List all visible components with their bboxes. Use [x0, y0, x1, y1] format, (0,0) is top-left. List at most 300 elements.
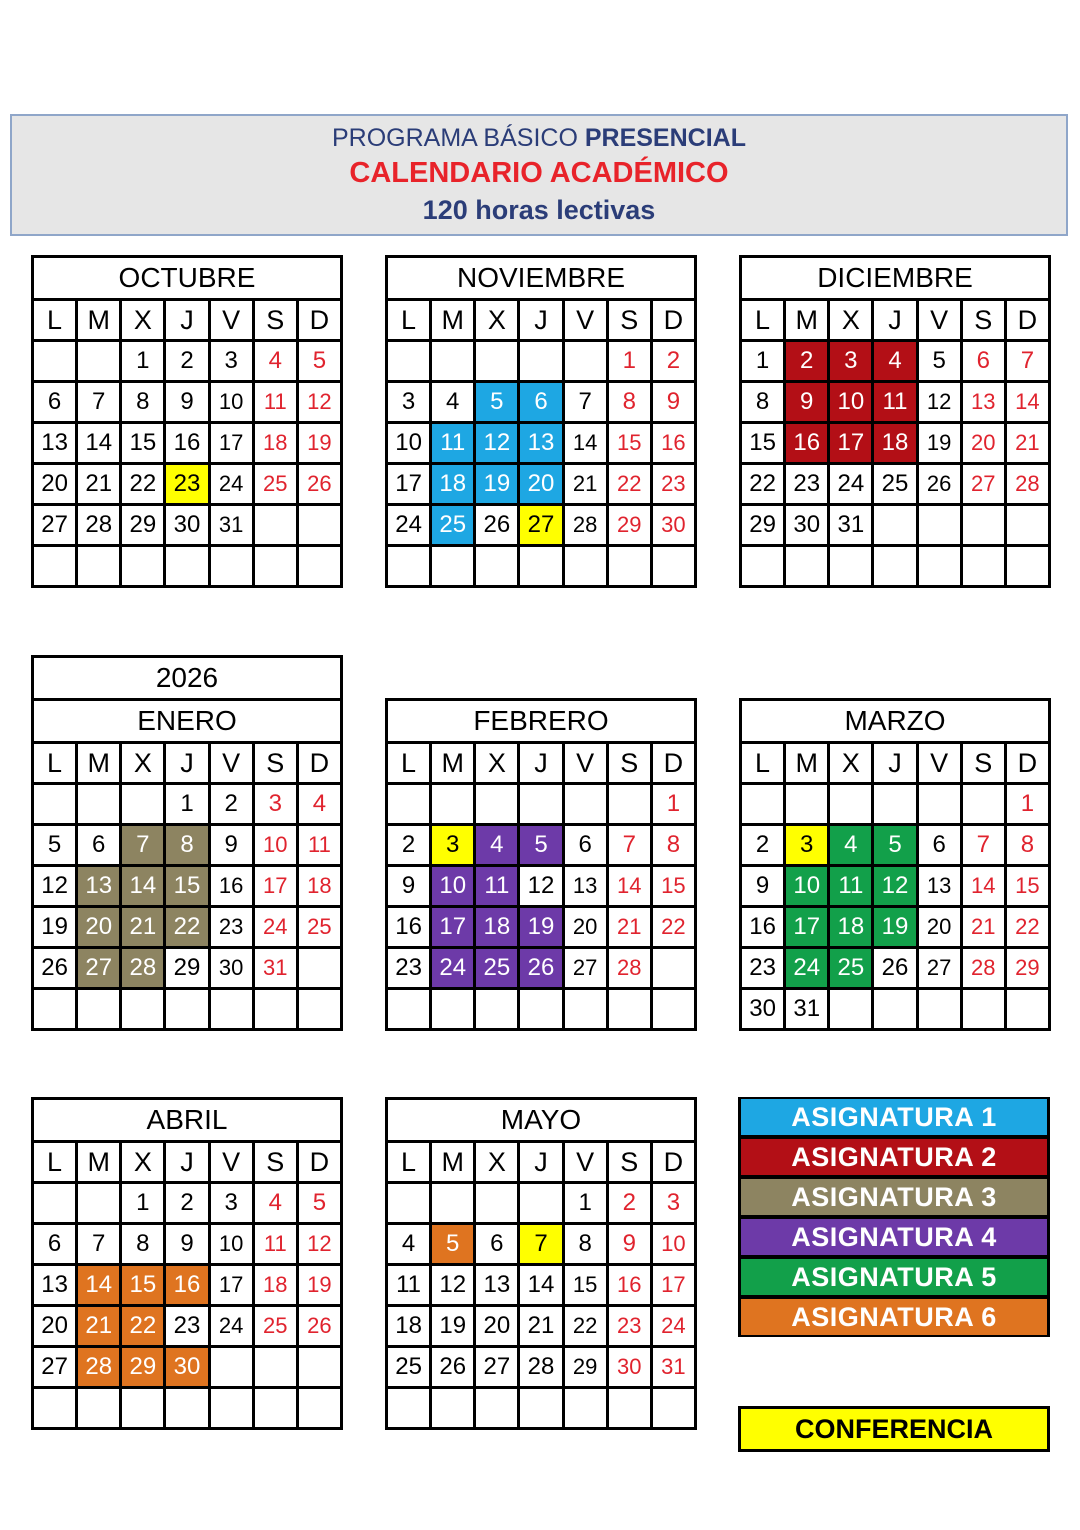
- year-label: 2026: [33, 657, 342, 700]
- day-cell: 23: [209, 907, 253, 948]
- day-cell: 6: [77, 825, 121, 866]
- day-cell: 14: [607, 866, 651, 907]
- empty-cell: [297, 948, 341, 989]
- day-cell: 4: [297, 784, 341, 825]
- day-cell: 13: [475, 1265, 519, 1306]
- empty-cell: [297, 546, 341, 587]
- day-cell: 21: [1005, 423, 1049, 464]
- day-cell: 17: [209, 423, 253, 464]
- day-cell: 25: [431, 505, 475, 546]
- day-cell: 10: [829, 382, 873, 423]
- day-cell: 5: [297, 341, 341, 382]
- day-cell: 14: [1005, 382, 1049, 423]
- day-cell: 11: [253, 1224, 297, 1265]
- day-cell: 18: [829, 907, 873, 948]
- empty-cell: [121, 989, 165, 1030]
- day-cell: 3: [785, 825, 829, 866]
- day-cell: 12: [431, 1265, 475, 1306]
- day-cell: 12: [297, 382, 341, 423]
- day-cell: 4: [253, 341, 297, 382]
- day-cell: 29: [121, 505, 165, 546]
- day-cell: 20: [77, 907, 121, 948]
- empty-cell: [563, 1388, 607, 1429]
- day-cell: 22: [121, 464, 165, 505]
- day-cell: 19: [917, 423, 961, 464]
- weekday-header: L: [33, 743, 77, 784]
- empty-cell: [917, 784, 961, 825]
- weekday-header: M: [77, 300, 121, 341]
- day-cell: 7: [519, 1224, 563, 1265]
- day-cell: 16: [209, 866, 253, 907]
- day-cell: 3: [253, 784, 297, 825]
- day-cell: 17: [253, 866, 297, 907]
- day-cell: 19: [33, 907, 77, 948]
- day-cell: 2: [165, 341, 209, 382]
- day-cell: 21: [607, 907, 651, 948]
- day-cell: 2: [741, 825, 785, 866]
- day-cell: 27: [475, 1347, 519, 1388]
- empty-cell: [917, 546, 961, 587]
- day-cell: 9: [651, 382, 695, 423]
- weekday-header: S: [253, 743, 297, 784]
- empty-cell: [431, 1388, 475, 1429]
- empty-cell: [165, 989, 209, 1030]
- day-cell: 14: [563, 423, 607, 464]
- empty-cell: [1005, 546, 1049, 587]
- day-cell: 7: [77, 1224, 121, 1265]
- program-title: [12, 122, 1066, 154]
- day-cell: 3: [431, 825, 475, 866]
- day-cell: 20: [33, 464, 77, 505]
- weekday-header: J: [519, 743, 563, 784]
- weekday-header: L: [387, 1142, 431, 1183]
- day-cell: 5: [297, 1183, 341, 1224]
- day-cell: 15: [121, 1265, 165, 1306]
- day-cell: 27: [917, 948, 961, 989]
- empty-cell: [475, 546, 519, 587]
- empty-cell: [77, 546, 121, 587]
- weekday-header: D: [651, 743, 695, 784]
- empty-cell: [253, 546, 297, 587]
- day-cell: 6: [475, 1224, 519, 1265]
- day-cell: 11: [253, 382, 297, 423]
- month-title: DICIEMBRE: [741, 257, 1050, 300]
- empty-cell: [77, 784, 121, 825]
- weekday-header: M: [431, 300, 475, 341]
- day-cell: 30: [785, 505, 829, 546]
- day-cell: 22: [563, 1306, 607, 1347]
- day-cell: 17: [387, 464, 431, 505]
- day-cell: 11: [387, 1265, 431, 1306]
- month-grid: [385, 255, 697, 588]
- day-cell: 21: [563, 464, 607, 505]
- day-cell: 15: [165, 866, 209, 907]
- day-cell: 1: [121, 341, 165, 382]
- day-cell: 10: [431, 866, 475, 907]
- weekday-header: D: [1005, 743, 1049, 784]
- month-marzo: [739, 698, 1051, 1031]
- empty-cell: [563, 989, 607, 1030]
- day-cell: 3: [387, 382, 431, 423]
- month-noviembre: [385, 255, 697, 588]
- weekday-header: V: [917, 743, 961, 784]
- day-cell: 18: [431, 464, 475, 505]
- day-cell: 15: [1005, 866, 1049, 907]
- empty-cell: [165, 1388, 209, 1429]
- month-title: NOVIEMBRE: [387, 257, 696, 300]
- empty-cell: [77, 1388, 121, 1429]
- day-cell: 12: [475, 423, 519, 464]
- day-cell: 24: [431, 948, 475, 989]
- weekday-header: X: [121, 300, 165, 341]
- day-cell: 23: [785, 464, 829, 505]
- month-title: FEBRERO: [387, 700, 696, 743]
- day-cell: 10: [209, 382, 253, 423]
- month-abril: [31, 1097, 343, 1430]
- legend-item: ASIGNATURA 1: [738, 1097, 1050, 1137]
- empty-cell: [829, 784, 873, 825]
- day-cell: 25: [387, 1347, 431, 1388]
- day-cell: 13: [519, 423, 563, 464]
- day-cell: 8: [563, 1224, 607, 1265]
- day-cell: 5: [917, 341, 961, 382]
- day-cell: 1: [1005, 784, 1049, 825]
- day-cell: 4: [829, 825, 873, 866]
- empty-cell: [651, 989, 695, 1030]
- day-cell: 6: [519, 382, 563, 423]
- day-cell: 21: [77, 464, 121, 505]
- day-cell: 16: [785, 423, 829, 464]
- day-cell: 21: [519, 1306, 563, 1347]
- weekday-header: S: [607, 300, 651, 341]
- month-title: MARZO: [741, 700, 1050, 743]
- month-febrero: [385, 698, 697, 1031]
- empty-cell: [519, 1183, 563, 1224]
- program-title-normal: PROGRAMA BÁSICO: [332, 124, 578, 152]
- day-cell: 21: [121, 907, 165, 948]
- day-cell: 16: [165, 423, 209, 464]
- day-cell: 22: [121, 1306, 165, 1347]
- day-cell: 18: [475, 907, 519, 948]
- empty-cell: [475, 989, 519, 1030]
- day-cell: 5: [33, 825, 77, 866]
- empty-cell: [387, 784, 431, 825]
- day-cell: 7: [77, 382, 121, 423]
- day-cell: 12: [297, 1224, 341, 1265]
- day-cell: 8: [607, 382, 651, 423]
- day-cell: 28: [563, 505, 607, 546]
- weekday-header: S: [607, 743, 651, 784]
- day-cell: 26: [297, 1306, 341, 1347]
- day-cell: 1: [165, 784, 209, 825]
- day-cell: 9: [165, 1224, 209, 1265]
- day-cell: 6: [33, 1224, 77, 1265]
- month-grid: [385, 1097, 697, 1430]
- day-cell: 27: [961, 464, 1005, 505]
- day-cell: 20: [519, 464, 563, 505]
- day-cell: 4: [873, 341, 917, 382]
- day-cell: 9: [785, 382, 829, 423]
- day-cell: 13: [917, 866, 961, 907]
- empty-cell: [121, 1388, 165, 1429]
- day-cell: 19: [475, 464, 519, 505]
- day-cell: 8: [121, 382, 165, 423]
- empty-cell: [253, 989, 297, 1030]
- day-cell: 11: [829, 866, 873, 907]
- day-cell: 6: [563, 825, 607, 866]
- day-cell: 9: [165, 382, 209, 423]
- empty-cell: [431, 546, 475, 587]
- weekday-header: M: [77, 743, 121, 784]
- empty-cell: [651, 1388, 695, 1429]
- empty-cell: [607, 1388, 651, 1429]
- day-cell: 7: [563, 382, 607, 423]
- day-cell: 19: [297, 1265, 341, 1306]
- empty-cell: [873, 505, 917, 546]
- day-cell: 10: [785, 866, 829, 907]
- weekday-header: V: [209, 1142, 253, 1183]
- day-cell: 8: [1005, 825, 1049, 866]
- day-cell: 2: [387, 825, 431, 866]
- weekday-header: J: [165, 743, 209, 784]
- empty-cell: [387, 1183, 431, 1224]
- empty-cell: [475, 341, 519, 382]
- day-cell: 24: [829, 464, 873, 505]
- weekday-header: X: [475, 743, 519, 784]
- day-cell: 16: [165, 1265, 209, 1306]
- day-cell: 26: [431, 1347, 475, 1388]
- weekday-header: J: [519, 300, 563, 341]
- day-cell: 22: [1005, 907, 1049, 948]
- month-mayo: [385, 1097, 697, 1430]
- day-cell: 23: [165, 1306, 209, 1347]
- day-cell: 27: [77, 948, 121, 989]
- weekday-header: M: [785, 300, 829, 341]
- day-cell: 31: [209, 505, 253, 546]
- day-cell: 24: [209, 464, 253, 505]
- weekday-header: D: [651, 300, 695, 341]
- month-grid: [31, 655, 343, 1031]
- legend-conferencia: CONFERENCIA: [738, 1406, 1050, 1452]
- day-cell: 29: [607, 505, 651, 546]
- month-diciembre: [739, 255, 1051, 588]
- weekday-header: S: [961, 300, 1005, 341]
- weekday-header: D: [297, 743, 341, 784]
- day-cell: 11: [297, 825, 341, 866]
- day-cell: 3: [651, 1183, 695, 1224]
- empty-cell: [563, 784, 607, 825]
- weekday-header: L: [741, 743, 785, 784]
- day-cell: 28: [519, 1347, 563, 1388]
- day-cell: 8: [121, 1224, 165, 1265]
- day-cell: 15: [741, 423, 785, 464]
- day-cell: 12: [519, 866, 563, 907]
- day-cell: 16: [607, 1265, 651, 1306]
- day-cell: 5: [431, 1224, 475, 1265]
- day-cell: 21: [77, 1306, 121, 1347]
- day-cell: 1: [121, 1183, 165, 1224]
- day-cell: 28: [77, 505, 121, 546]
- empty-cell: [651, 948, 695, 989]
- day-cell: 18: [387, 1306, 431, 1347]
- day-cell: 10: [387, 423, 431, 464]
- day-cell: 15: [563, 1265, 607, 1306]
- month-title: ABRIL: [33, 1099, 342, 1142]
- day-cell: 10: [253, 825, 297, 866]
- header-banner: [10, 114, 1068, 236]
- day-cell: 28: [961, 948, 1005, 989]
- day-cell: 24: [387, 505, 431, 546]
- day-cell: 23: [651, 464, 695, 505]
- weekday-header: J: [519, 1142, 563, 1183]
- empty-cell: [873, 784, 917, 825]
- empty-cell: [121, 784, 165, 825]
- day-cell: 10: [651, 1224, 695, 1265]
- weekday-header: S: [961, 743, 1005, 784]
- day-cell: 27: [519, 505, 563, 546]
- day-cell: 24: [209, 1306, 253, 1347]
- legend-item: ASIGNATURA 6: [738, 1297, 1050, 1337]
- day-cell: 31: [829, 505, 873, 546]
- empty-cell: [387, 989, 431, 1030]
- day-cell: 7: [1005, 341, 1049, 382]
- weekday-header: L: [387, 743, 431, 784]
- day-cell: 2: [209, 784, 253, 825]
- day-cell: 14: [961, 866, 1005, 907]
- empty-cell: [785, 546, 829, 587]
- empty-cell: [829, 546, 873, 587]
- day-cell: 20: [917, 907, 961, 948]
- empty-cell: [33, 1183, 77, 1224]
- empty-cell: [741, 546, 785, 587]
- day-cell: 30: [607, 1347, 651, 1388]
- legend-item: ASIGNATURA 2: [738, 1137, 1050, 1177]
- day-cell: 30: [209, 948, 253, 989]
- weekday-header: M: [431, 743, 475, 784]
- month-grid: [31, 255, 343, 588]
- weekday-header: L: [33, 300, 77, 341]
- legend: [738, 1097, 1050, 1337]
- weekday-header: J: [165, 1142, 209, 1183]
- empty-cell: [873, 546, 917, 587]
- day-cell: 5: [475, 382, 519, 423]
- program-title-bold: PRESENCIAL: [584, 124, 746, 152]
- weekday-header: J: [873, 743, 917, 784]
- day-cell: 26: [475, 505, 519, 546]
- empty-cell: [387, 341, 431, 382]
- weekday-header: L: [741, 300, 785, 341]
- day-cell: 6: [33, 382, 77, 423]
- empty-cell: [917, 505, 961, 546]
- weekday-header: X: [829, 743, 873, 784]
- day-cell: 20: [33, 1306, 77, 1347]
- weekday-header: D: [297, 1142, 341, 1183]
- empty-cell: [519, 784, 563, 825]
- day-cell: 6: [917, 825, 961, 866]
- empty-cell: [209, 1347, 253, 1388]
- empty-cell: [253, 505, 297, 546]
- day-cell: 7: [121, 825, 165, 866]
- empty-cell: [121, 546, 165, 587]
- empty-cell: [431, 1183, 475, 1224]
- empty-cell: [961, 546, 1005, 587]
- day-cell: 28: [121, 948, 165, 989]
- empty-cell: [297, 1347, 341, 1388]
- empty-cell: [165, 546, 209, 587]
- day-cell: 25: [253, 464, 297, 505]
- weekday-header: X: [475, 300, 519, 341]
- day-cell: 2: [607, 1183, 651, 1224]
- empty-cell: [917, 989, 961, 1030]
- month-title: OCTUBRE: [33, 257, 342, 300]
- day-cell: 31: [253, 948, 297, 989]
- day-cell: 27: [33, 1347, 77, 1388]
- day-cell: 22: [607, 464, 651, 505]
- day-cell: 22: [741, 464, 785, 505]
- day-cell: 29: [165, 948, 209, 989]
- legend-item: ASIGNATURA 5: [738, 1257, 1050, 1297]
- day-cell: 10: [209, 1224, 253, 1265]
- empty-cell: [431, 989, 475, 1030]
- month-title: MAYO: [387, 1099, 696, 1142]
- day-cell: 16: [651, 423, 695, 464]
- day-cell: 29: [121, 1347, 165, 1388]
- day-cell: 13: [77, 866, 121, 907]
- day-cell: 17: [651, 1265, 695, 1306]
- day-cell: 25: [253, 1306, 297, 1347]
- weekday-header: J: [873, 300, 917, 341]
- empty-cell: [961, 989, 1005, 1030]
- day-cell: 9: [387, 866, 431, 907]
- day-cell: 24: [253, 907, 297, 948]
- day-cell: 12: [33, 866, 77, 907]
- legend-item: ASIGNATURA 4: [738, 1217, 1050, 1257]
- weekday-header: V: [209, 743, 253, 784]
- day-cell: 9: [741, 866, 785, 907]
- weekday-header: V: [563, 1142, 607, 1183]
- day-cell: 8: [741, 382, 785, 423]
- empty-cell: [519, 341, 563, 382]
- empty-cell: [519, 546, 563, 587]
- empty-cell: [33, 1388, 77, 1429]
- day-cell: 1: [651, 784, 695, 825]
- day-cell: 4: [387, 1224, 431, 1265]
- hours-subtitle: 120 horas lectivas: [422, 195, 656, 225]
- empty-cell: [607, 989, 651, 1030]
- day-cell: 23: [607, 1306, 651, 1347]
- weekday-header: S: [253, 300, 297, 341]
- day-cell: 30: [165, 1347, 209, 1388]
- day-cell: 11: [431, 423, 475, 464]
- month-octubre: [31, 255, 343, 588]
- day-cell: 27: [563, 948, 607, 989]
- empty-cell: [77, 989, 121, 1030]
- day-cell: 3: [209, 1183, 253, 1224]
- day-cell: 29: [741, 505, 785, 546]
- day-cell: 11: [873, 382, 917, 423]
- month-enero: [31, 655, 343, 1031]
- day-cell: 17: [431, 907, 475, 948]
- day-cell: 22: [651, 907, 695, 948]
- day-cell: 17: [209, 1265, 253, 1306]
- empty-cell: [829, 989, 873, 1030]
- day-cell: 29: [563, 1347, 607, 1388]
- day-cell: 15: [121, 423, 165, 464]
- weekday-header: M: [785, 743, 829, 784]
- weekday-header: S: [607, 1142, 651, 1183]
- empty-cell: [1005, 989, 1049, 1030]
- day-cell: 8: [651, 825, 695, 866]
